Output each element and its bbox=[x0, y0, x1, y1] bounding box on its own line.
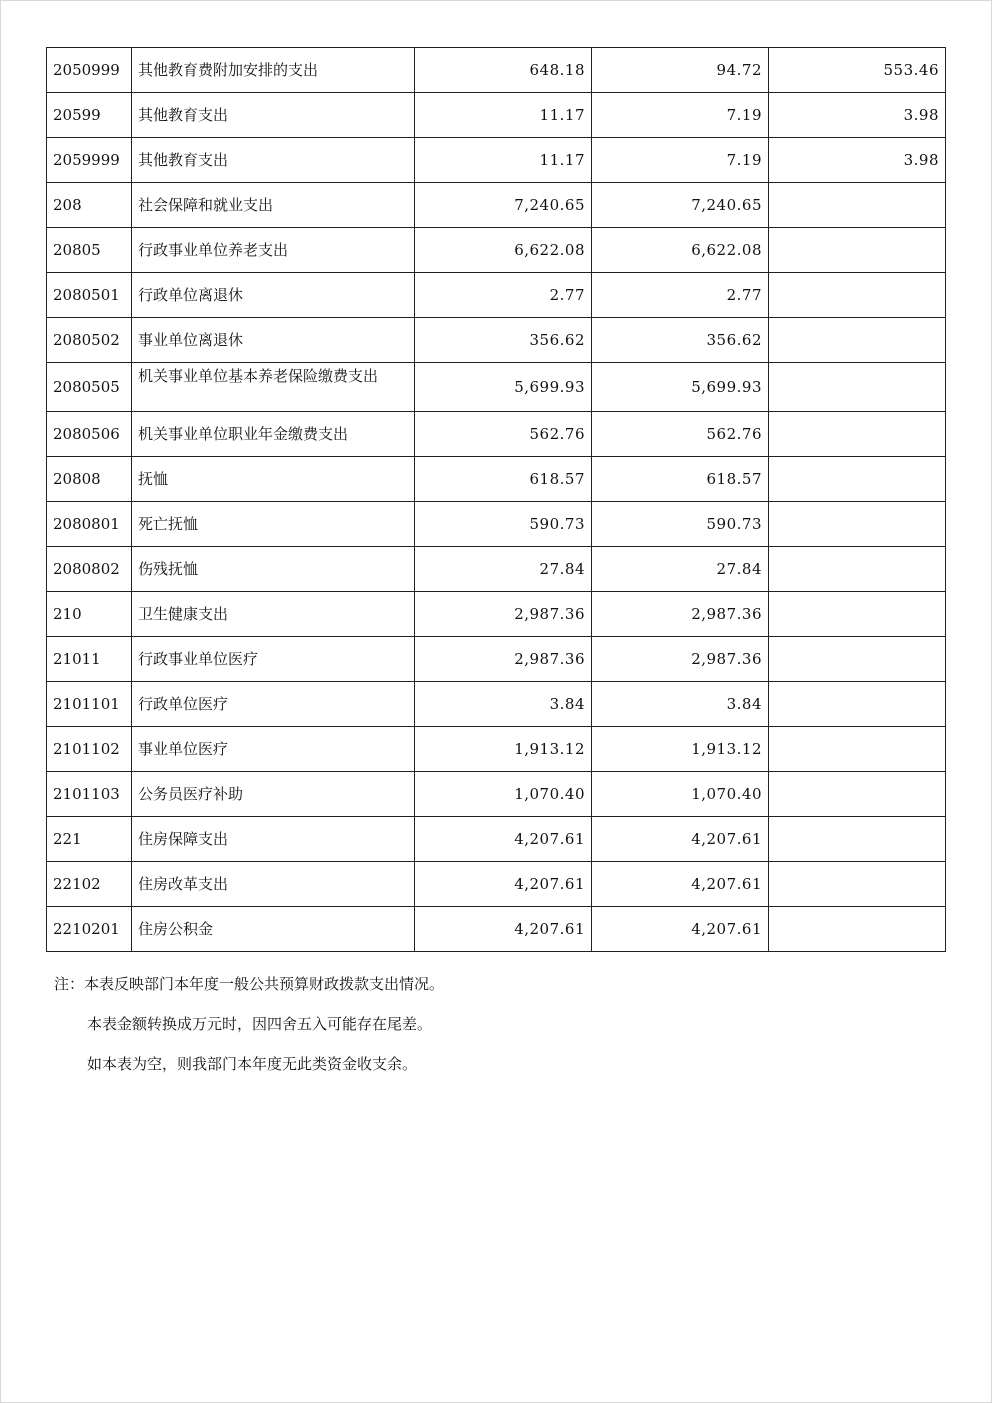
function-name-cell: 事业单位离退休 bbox=[132, 318, 415, 363]
function-name-cell: 死亡抚恤 bbox=[132, 502, 415, 547]
function-code-cell: 2101101 bbox=[47, 682, 132, 727]
project-expenditure-cell bbox=[769, 183, 946, 228]
function-name-cell: 机关事业单位基本养老保险缴费支出 bbox=[132, 363, 415, 412]
function-code-cell: 2101103 bbox=[47, 772, 132, 817]
function-code-cell: 21011 bbox=[47, 637, 132, 682]
table-row bbox=[47, 457, 946, 502]
project-expenditure-cell bbox=[769, 862, 946, 907]
total-cell: 648.18 bbox=[415, 48, 592, 93]
total-cell: 4,207.61 bbox=[415, 907, 592, 952]
function-code-cell: 22102 bbox=[47, 862, 132, 907]
project-expenditure-cell bbox=[769, 273, 946, 318]
total-cell: 590.73 bbox=[415, 502, 592, 547]
basic-expenditure-cell: 2.77 bbox=[592, 273, 769, 318]
function-code-cell: 2080802 bbox=[47, 547, 132, 592]
function-name-cell: 行政单位医疗 bbox=[132, 682, 415, 727]
function-code-cell: 2080506 bbox=[47, 412, 132, 457]
table-row bbox=[47, 637, 946, 682]
basic-expenditure-cell: 4,207.61 bbox=[592, 907, 769, 952]
table-row bbox=[47, 547, 946, 592]
table-row bbox=[47, 862, 946, 907]
table-row bbox=[47, 273, 946, 318]
function-name-cell: 抚恤 bbox=[132, 457, 415, 502]
total-cell: 618.57 bbox=[415, 457, 592, 502]
basic-expenditure-cell: 7.19 bbox=[592, 93, 769, 138]
basic-expenditure-cell: 3.84 bbox=[592, 682, 769, 727]
basic-expenditure-cell: 7,240.65 bbox=[592, 183, 769, 228]
function-code-cell: 20805 bbox=[47, 228, 132, 273]
total-cell: 2.77 bbox=[415, 273, 592, 318]
function-code-cell: 2080505 bbox=[47, 363, 132, 412]
basic-expenditure-cell: 6,622.08 bbox=[592, 228, 769, 273]
total-cell: 1,913.12 bbox=[415, 727, 592, 772]
project-expenditure-cell bbox=[769, 637, 946, 682]
function-name-cell: 行政单位离退休 bbox=[132, 273, 415, 318]
project-expenditure-cell bbox=[769, 772, 946, 817]
table-row bbox=[47, 727, 946, 772]
total-cell: 3.84 bbox=[415, 682, 592, 727]
table-row bbox=[47, 682, 946, 727]
function-name-cell: 公务员医疗补助 bbox=[132, 772, 415, 817]
table-row bbox=[47, 502, 946, 547]
expenditure-table bbox=[46, 47, 946, 952]
project-expenditure-cell bbox=[769, 682, 946, 727]
function-code-cell: 2080501 bbox=[47, 273, 132, 318]
table-row bbox=[47, 318, 946, 363]
function-name-cell: 住房公积金 bbox=[132, 907, 415, 952]
table-row bbox=[47, 817, 946, 862]
function-code-cell: 2059999 bbox=[47, 138, 132, 183]
basic-expenditure-cell: 356.62 bbox=[592, 318, 769, 363]
function-code-cell: 2080801 bbox=[47, 502, 132, 547]
table-row bbox=[47, 592, 946, 637]
project-expenditure-cell: 3.98 bbox=[769, 138, 946, 183]
basic-expenditure-cell: 94.72 bbox=[592, 48, 769, 93]
table-notes bbox=[54, 974, 444, 1094]
project-expenditure-cell: 553.46 bbox=[769, 48, 946, 93]
function-code-cell: 221 bbox=[47, 817, 132, 862]
function-name-cell: 伤残抚恤 bbox=[132, 547, 415, 592]
basic-expenditure-cell: 7.19 bbox=[592, 138, 769, 183]
project-expenditure-cell bbox=[769, 592, 946, 637]
total-cell: 356.62 bbox=[415, 318, 592, 363]
function-code-cell: 20599 bbox=[47, 93, 132, 138]
function-name-cell: 住房保障支出 bbox=[132, 817, 415, 862]
project-expenditure-cell bbox=[769, 457, 946, 502]
basic-expenditure-cell: 590.73 bbox=[592, 502, 769, 547]
function-name-cell: 其他教育费附加安排的支出 bbox=[132, 48, 415, 93]
function-code-cell: 210 bbox=[47, 592, 132, 637]
project-expenditure-cell bbox=[769, 727, 946, 772]
total-cell: 2,987.36 bbox=[415, 637, 592, 682]
function-name-cell: 事业单位医疗 bbox=[132, 727, 415, 772]
project-expenditure-cell: 3.98 bbox=[769, 93, 946, 138]
total-cell: 1,070.40 bbox=[415, 772, 592, 817]
function-code-cell: 208 bbox=[47, 183, 132, 228]
project-expenditure-cell bbox=[769, 318, 946, 363]
project-expenditure-cell bbox=[769, 363, 946, 412]
project-expenditure-cell bbox=[769, 547, 946, 592]
basic-expenditure-cell: 618.57 bbox=[592, 457, 769, 502]
function-name-cell: 其他教育支出 bbox=[132, 138, 415, 183]
basic-expenditure-cell: 562.76 bbox=[592, 412, 769, 457]
project-expenditure-cell bbox=[769, 817, 946, 862]
table-row bbox=[47, 48, 946, 93]
total-cell: 5,699.93 bbox=[415, 363, 592, 412]
total-cell: 7,240.65 bbox=[415, 183, 592, 228]
function-code-cell: 2101102 bbox=[47, 727, 132, 772]
note-line-1: 注：本表反映部门本年度一般公共预算财政拨款支出情况。 bbox=[54, 975, 445, 993]
function-code-cell: 2080502 bbox=[47, 318, 132, 363]
table-row bbox=[47, 772, 946, 817]
function-code-cell: 2050999 bbox=[47, 48, 132, 93]
project-expenditure-cell bbox=[769, 907, 946, 952]
table-row bbox=[47, 412, 946, 457]
function-code-cell: 20808 bbox=[47, 457, 132, 502]
table-row bbox=[47, 138, 946, 183]
function-name-cell: 行政事业单位医疗 bbox=[132, 637, 415, 682]
total-cell: 2,987.36 bbox=[415, 592, 592, 637]
table-row bbox=[47, 183, 946, 228]
function-name-cell: 住房改革支出 bbox=[132, 862, 415, 907]
basic-expenditure-cell: 2,987.36 bbox=[592, 637, 769, 682]
table-row bbox=[47, 93, 946, 138]
total-cell: 11.17 bbox=[415, 93, 592, 138]
function-name-cell: 其他教育支出 bbox=[132, 93, 415, 138]
table-row bbox=[47, 363, 946, 412]
basic-expenditure-cell: 5,699.93 bbox=[592, 363, 769, 412]
function-code-cell: 2210201 bbox=[47, 907, 132, 952]
total-cell: 4,207.61 bbox=[415, 817, 592, 862]
basic-expenditure-cell: 4,207.61 bbox=[592, 817, 769, 862]
function-name-cell: 卫生健康支出 bbox=[132, 592, 415, 637]
basic-expenditure-cell: 1,070.40 bbox=[592, 772, 769, 817]
table-row bbox=[47, 228, 946, 273]
project-expenditure-cell bbox=[769, 502, 946, 547]
project-expenditure-cell bbox=[769, 412, 946, 457]
note-line-2: 本表金额转换成万元时，因四舍五入可能存在尾差。 bbox=[87, 1015, 433, 1033]
total-cell: 562.76 bbox=[415, 412, 592, 457]
note-line-3: 如本表为空，则我部门本年度无此类资金收支余。 bbox=[87, 1055, 418, 1073]
total-cell: 4,207.61 bbox=[415, 862, 592, 907]
basic-expenditure-cell: 4,207.61 bbox=[592, 862, 769, 907]
function-name-cell: 行政事业单位养老支出 bbox=[132, 228, 415, 273]
function-name-cell: 机关事业单位职业年金缴费支出 bbox=[132, 412, 415, 457]
table-row bbox=[47, 907, 946, 952]
basic-expenditure-cell: 27.84 bbox=[592, 547, 769, 592]
project-expenditure-cell bbox=[769, 228, 946, 273]
basic-expenditure-cell: 2,987.36 bbox=[592, 592, 769, 637]
total-cell: 6,622.08 bbox=[415, 228, 592, 273]
basic-expenditure-cell: 1,913.12 bbox=[592, 727, 769, 772]
total-cell: 27.84 bbox=[415, 547, 592, 592]
function-name-cell: 社会保障和就业支出 bbox=[132, 183, 415, 228]
total-cell: 11.17 bbox=[415, 138, 592, 183]
